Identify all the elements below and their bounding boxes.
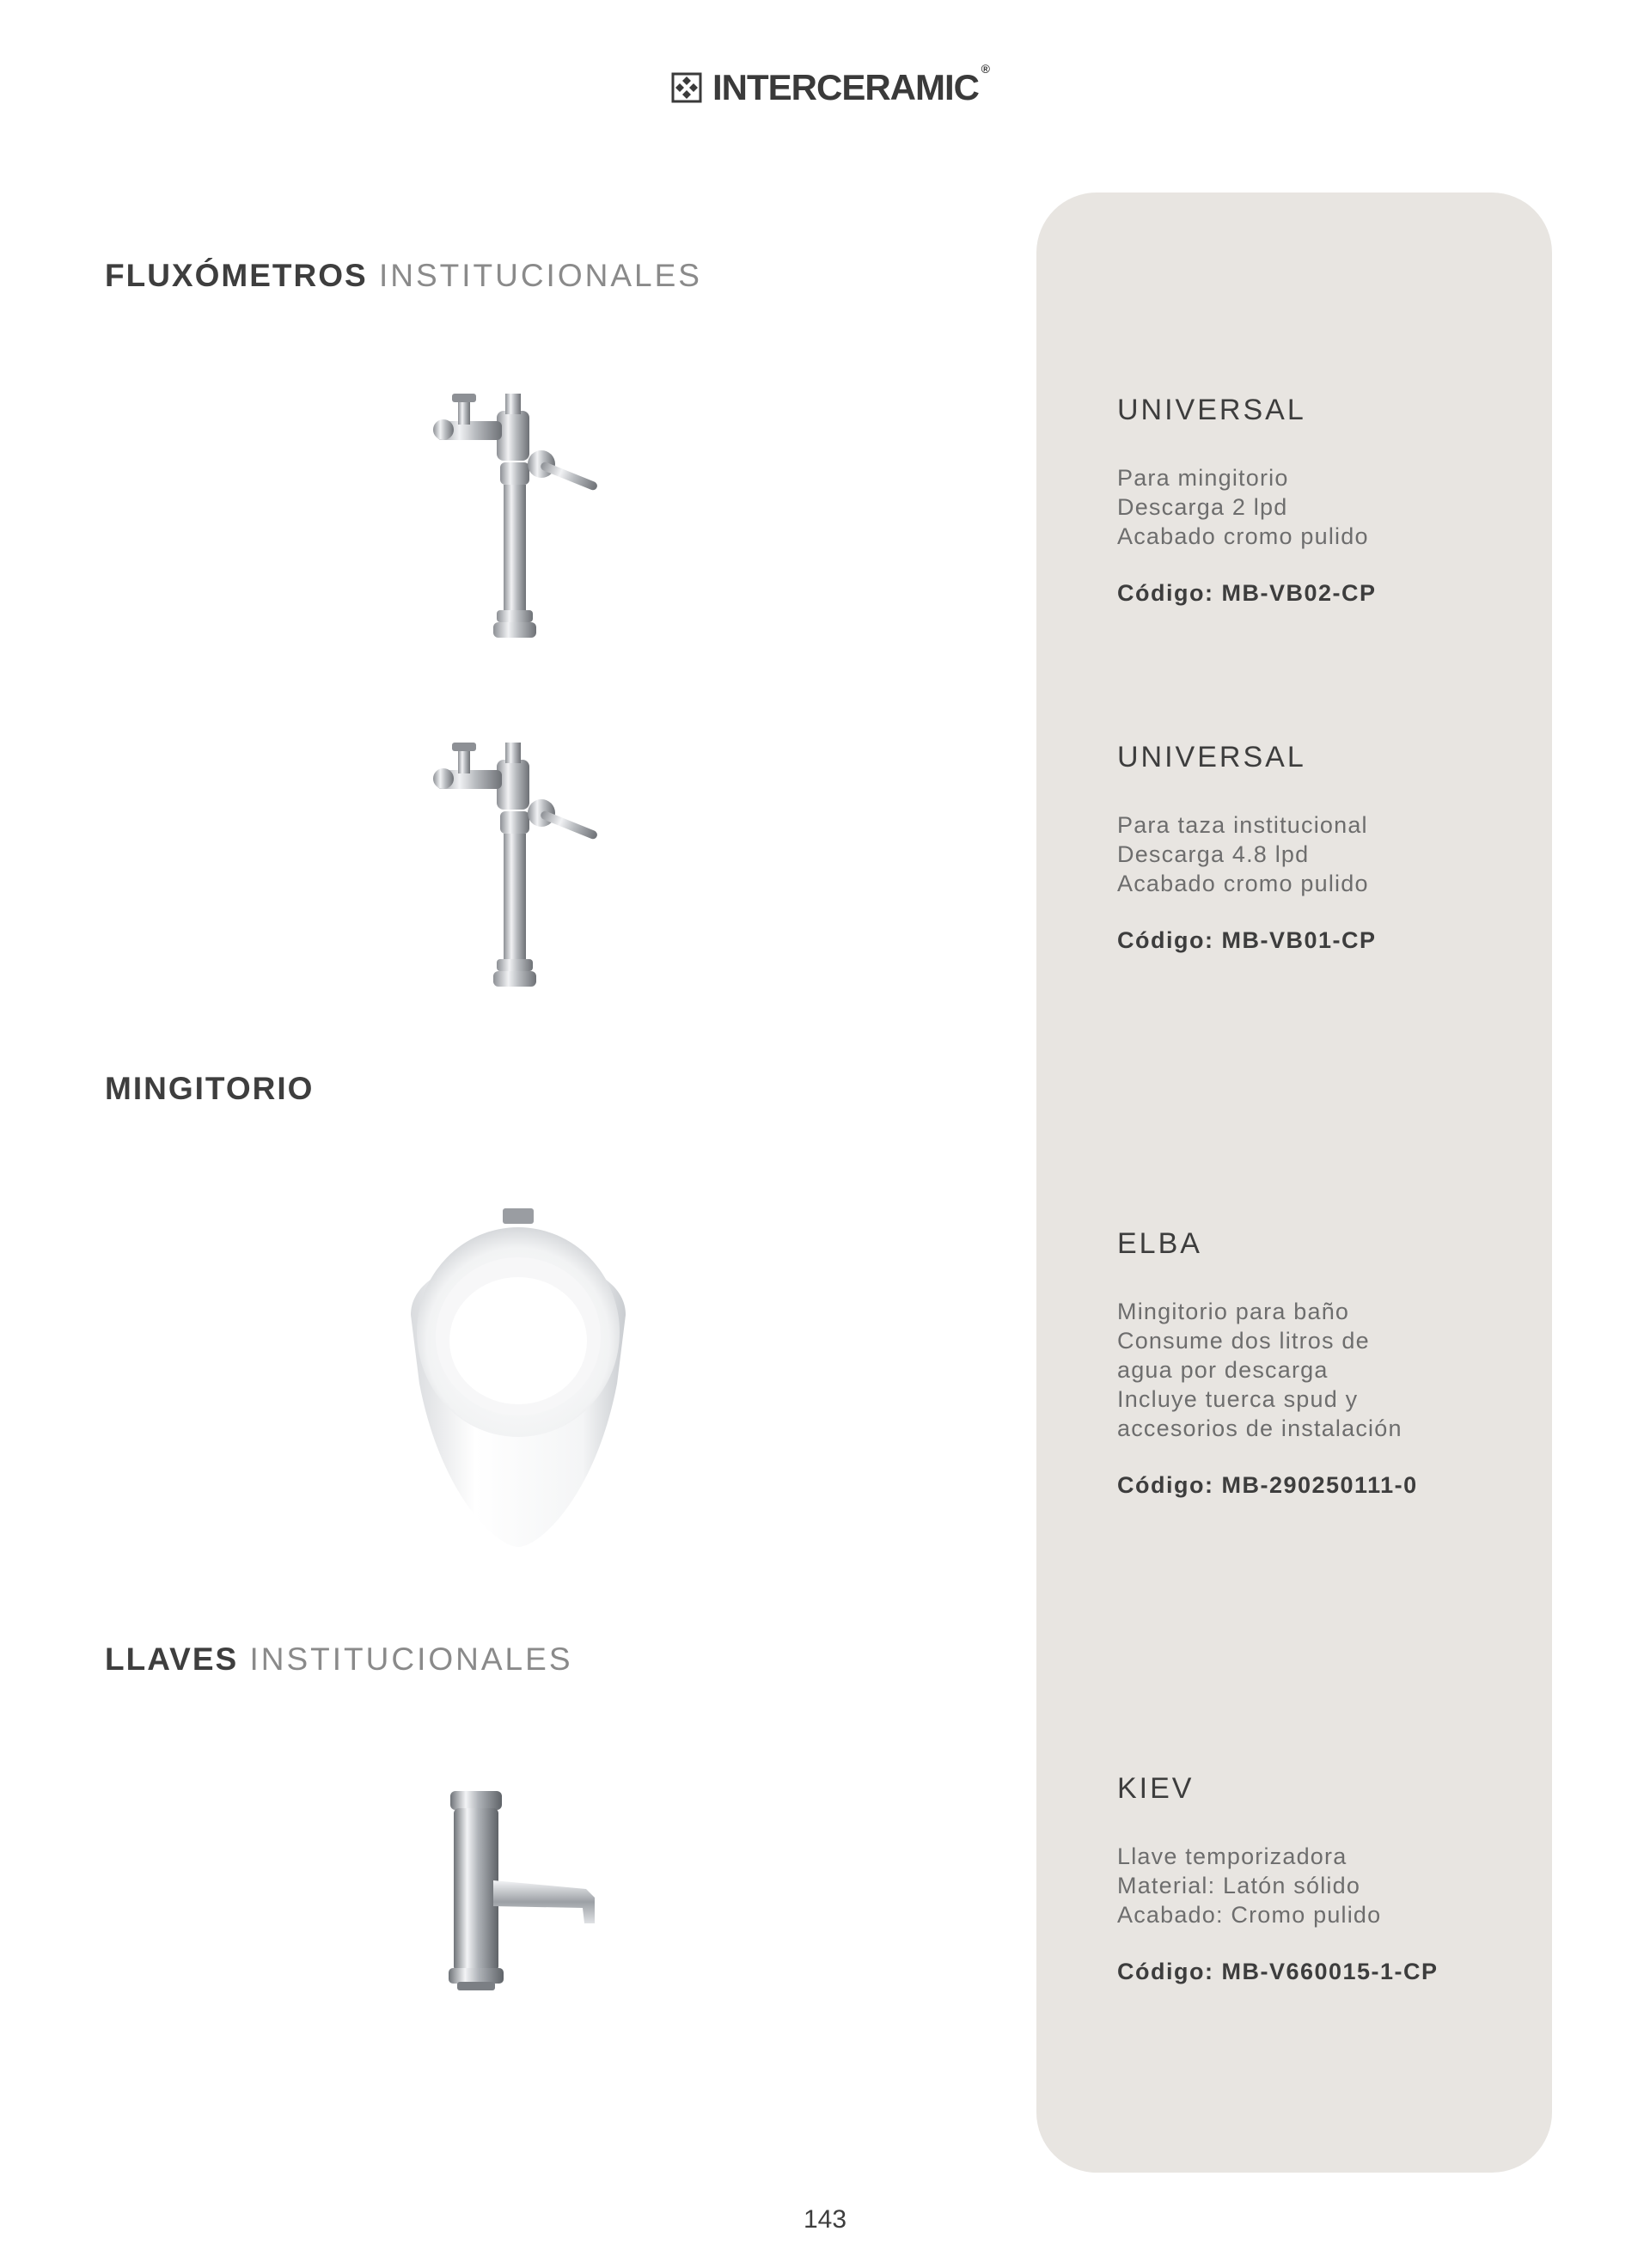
product-name: UNIVERSAL — [1117, 741, 1306, 773]
timed-faucet-image — [440, 1786, 603, 2009]
description-line: Acabado cromo pulido — [1117, 871, 1369, 896]
product-description — [1117, 463, 1530, 551]
section-title-llaves: LLAVES INSTITUCIONALES — [105, 1641, 573, 1677]
description-line: Para taza institucional — [1117, 812, 1368, 838]
description-line: Mingitorio para baño — [1117, 1299, 1350, 1324]
product-code: Código: MB-VB02-CP — [1117, 580, 1377, 606]
description-line: agua por descarga — [1117, 1357, 1329, 1383]
description-line: Consume dos litros de — [1117, 1328, 1370, 1354]
flushometer-valve-image — [428, 385, 608, 643]
product-info-elba — [1117, 1227, 1530, 1499]
description-line: Incluye tuerca spud y — [1117, 1386, 1359, 1412]
page-number: 143 — [803, 2205, 847, 2234]
section-title-fluxometros: FLUXÓMETROS INSTITUCIONALES — [105, 258, 702, 293]
description-line: Acabado cromo pulido — [1117, 523, 1369, 549]
description-line: Llave temporizadora — [1117, 1843, 1348, 1869]
interceramic-logo-icon — [671, 72, 702, 103]
brand-name: INTERCERAMIC ® — [712, 62, 989, 107]
product-name: ELBA — [1117, 1227, 1202, 1260]
product-code: Código: MB-V660015-1-CP — [1117, 1959, 1439, 1984]
brand-logo — [0, 62, 1650, 108]
product-name: KIEV — [1117, 1772, 1195, 1805]
product-info-universal-mingitorio — [1117, 394, 1530, 607]
description-line: Material: Latón sólido — [1117, 1873, 1361, 1898]
flushometer-valve-image — [428, 734, 608, 992]
section-title-mingitorio: MINGITORIO — [105, 1071, 315, 1106]
description-line: Acabado: Cromo pulido — [1117, 1902, 1382, 1928]
product-code: Código: MB-290250111-0 — [1117, 1472, 1418, 1498]
product-description — [1117, 810, 1530, 898]
description-line: Para mingitorio — [1117, 465, 1289, 491]
description-line: Descarga 4.8 lpd — [1117, 841, 1310, 867]
product-name: UNIVERSAL — [1117, 394, 1306, 426]
description-line: accesorios de instalación — [1117, 1415, 1402, 1441]
description-line: Descarga 2 lpd — [1117, 494, 1288, 520]
urinal-image — [402, 1203, 634, 1556]
product-description — [1117, 1297, 1530, 1443]
product-info-kiev — [1117, 1772, 1530, 1985]
product-description — [1117, 1842, 1530, 1929]
product-info-universal-taza — [1117, 741, 1530, 954]
product-code: Código: MB-VB01-CP — [1117, 927, 1377, 953]
